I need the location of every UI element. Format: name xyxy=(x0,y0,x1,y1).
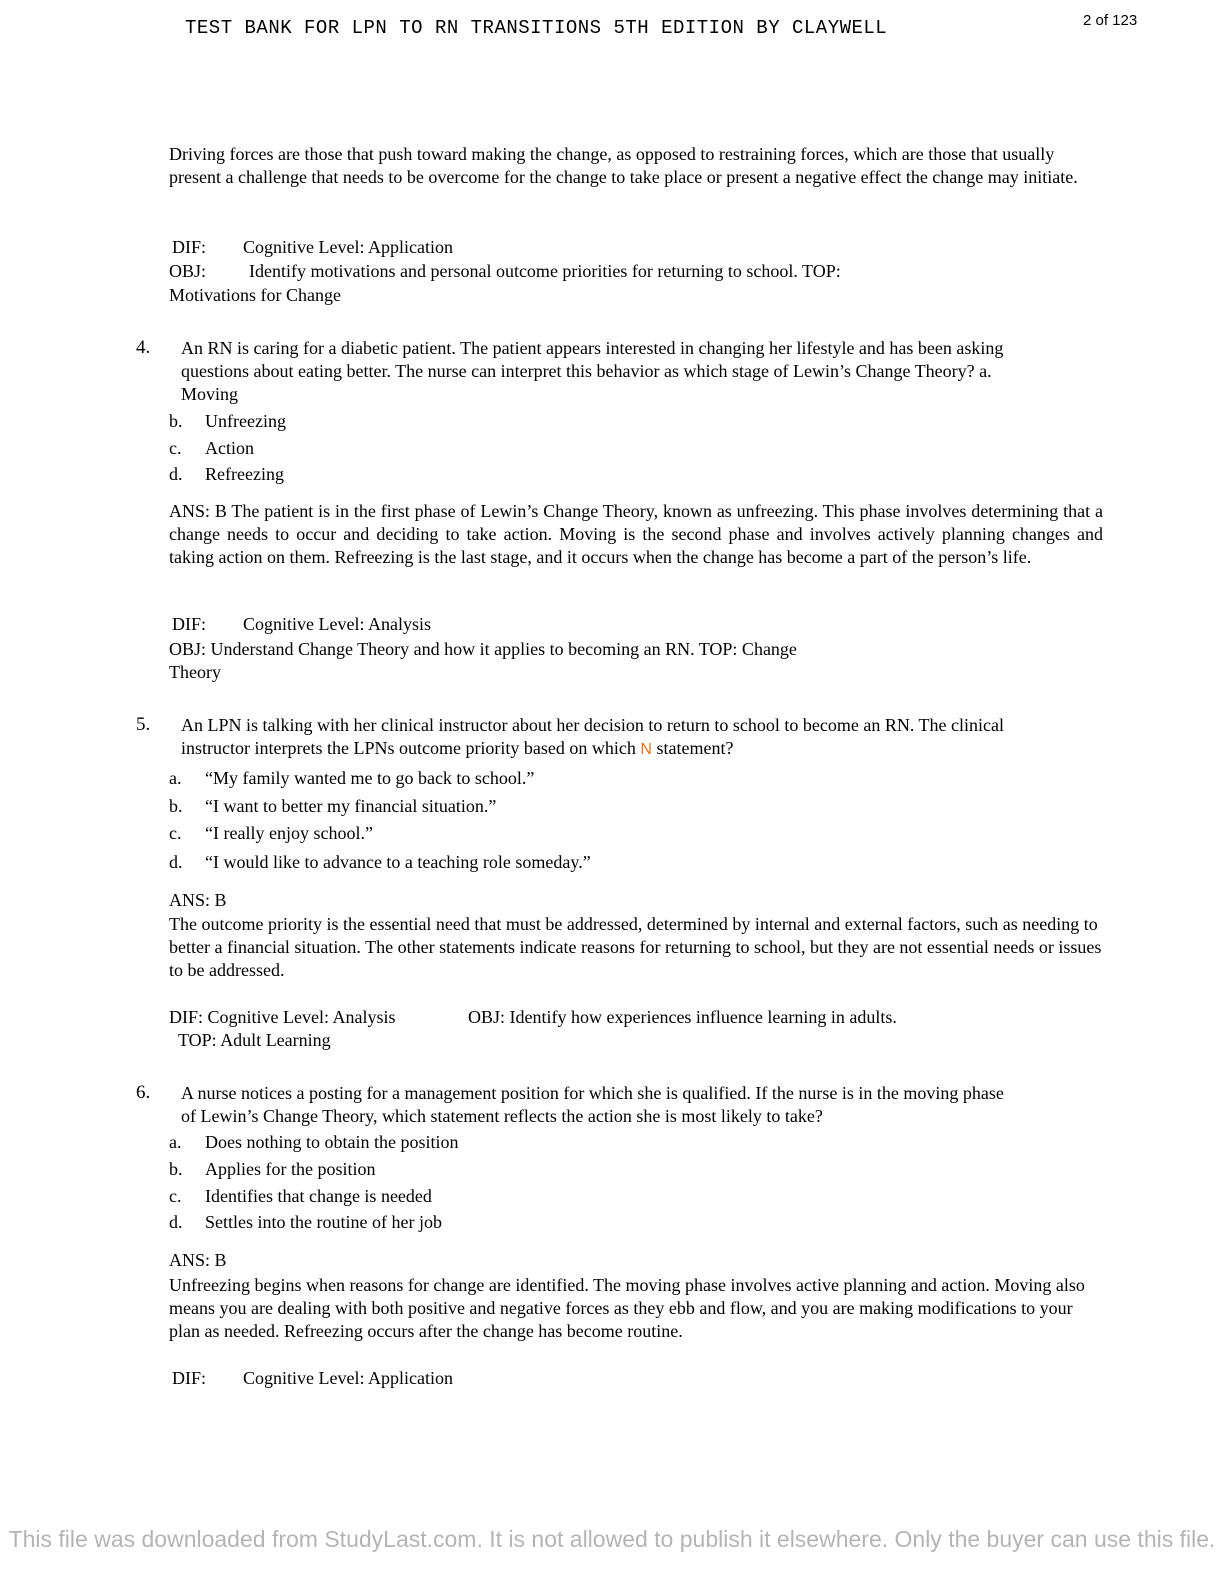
question-4-stem-line-1: An RN is caring for a diabetic patient. The patient appears interested in changing her lifestyle and has been asking xyxy=(181,338,1004,358)
question-6-option-b-text: Applies for the position xyxy=(205,1159,376,1179)
question-6-dif-value: Cognitive Level: Application xyxy=(243,1368,453,1388)
question-6-answer-label: ANS: B xyxy=(169,1250,227,1270)
question-5-option-d-letter: d. xyxy=(169,852,183,872)
question-5-stem-marker: N xyxy=(640,741,652,758)
intro-top-value: Motivations for Change xyxy=(169,285,341,305)
question-4-option-d-text: Refreezing xyxy=(205,464,284,484)
question-5-number: 5. xyxy=(136,714,151,735)
question-5-option-c-text: “I really enjoy school.” xyxy=(205,823,373,843)
question-6-option-c-text: Identifies that change is needed xyxy=(205,1186,432,1206)
question-6-option-a-letter: a. xyxy=(169,1132,182,1152)
question-6-stem-line-2: of Lewin’s Change Theory, which statement reflects the action she is most likely to take? xyxy=(181,1106,823,1126)
question-5-answer-label: ANS: B xyxy=(169,890,227,910)
question-5-dif: DIF: Cognitive Level: Analysis xyxy=(169,1007,396,1027)
question-5-option-c-letter: c. xyxy=(169,823,182,843)
question-5-option-a-letter: a. xyxy=(169,768,182,788)
question-4-answer: ANS: B The patient is in the first phase of Lewin’s Change Theory, known as unfreezing. This phase involves determining that a change needs to occur and deciding to take action. Moving is the second phase and involves actively planning changes and taking action on them. Refreezing is the last stage, and it occurs when the change has become a part of the person’s life. xyxy=(169,501,1103,567)
question-4-dif-label: DIF: xyxy=(172,614,207,634)
question-6-option-d-text: Settles into the routine of her job xyxy=(205,1212,442,1232)
question-4-stem-line-2: questions about eating better. The nurse can interpret this behavior as which stage of Lewin’s Change Theory? a. xyxy=(181,361,992,381)
question-4-option-c-letter: c. xyxy=(169,438,182,458)
question-6-option-d-letter: d. xyxy=(169,1212,183,1232)
intro-rationale: Driving forces are those that push toward making the change, as opposed to restraining forces, which are those that usually present a challenge that needs to be overcome for the change to take place or present a negative effect the change may initiate. xyxy=(169,144,1078,187)
question-5-stem-line-2-pre: instructor interprets the LPNs outcome priority based on which xyxy=(181,738,636,758)
intro-dif-label: DIF: xyxy=(172,237,207,257)
question-4-number: 4. xyxy=(136,337,151,358)
question-6-option-b-letter: b. xyxy=(169,1159,183,1179)
document-header-title: TEST BANK FOR LPN TO RN TRANSITIONS 5TH EDITION BY CLAYWELL xyxy=(185,17,888,39)
intro-dif-value: Cognitive Level: Application xyxy=(243,237,453,257)
question-5-top: TOP: Adult Learning xyxy=(178,1030,331,1050)
question-5-rationale: The outcome priority is the essential need that must be addressed, determined by internal and external factors, such as needing to better a financial situation. The other statements indicate reasons for returning to school, but they are not essential needs or issues to be addressed. xyxy=(169,914,1102,980)
question-5-option-b-letter: b. xyxy=(169,796,183,816)
question-6-option-a-text: Does nothing to obtain the position xyxy=(205,1132,459,1152)
question-5-stem-line-2 xyxy=(181,737,733,761)
question-4-option-b-text: Unfreezing xyxy=(205,411,286,431)
question-5-option-b-text: “I want to better my financial situation.” xyxy=(205,796,497,816)
question-5-stem-line-1: An LPN is talking with her clinical instructor about her decision to return to school to become an RN. The clinical xyxy=(181,715,1004,735)
question-4-option-b-letter: b. xyxy=(169,411,183,431)
intro-obj-label: OBJ: xyxy=(169,261,207,281)
question-6-number: 6. xyxy=(136,1082,151,1103)
question-5-stem-line-2-post: statement? xyxy=(656,738,734,758)
question-4-top: Theory xyxy=(169,662,221,682)
question-6-dif-label: DIF: xyxy=(172,1368,207,1388)
question-4-stem-line-3: Moving xyxy=(181,384,239,404)
question-6-rationale: Unfreezing begins when reasons for change are identified. The moving phase involves active planning and action. Moving also means you are dealing with both positive and negative forces as they ebb and flow, and you are making modifications to your plan as needed. Refreezing occurs after the change has become routine. xyxy=(169,1275,1085,1341)
question-4-option-d-letter: d. xyxy=(169,464,183,484)
question-6-option-c-letter: c. xyxy=(169,1186,182,1206)
question-4-option-c-text: Action xyxy=(205,438,254,458)
question-5-option-d-text: “I would like to advance to a teaching role someday.” xyxy=(205,852,591,872)
intro-obj-value: Identify motivations and personal outcome priorities for returning to school. TOP: xyxy=(249,261,841,281)
question-5-obj: OBJ: Identify how experiences influence learning in adults. xyxy=(468,1007,897,1027)
question-6-stem-line-1: A nurse notices a posting for a management position for which she is qualified. If the nurse is in the moving phase xyxy=(181,1083,1004,1103)
download-notice-footer: This file was downloaded from StudyLast.com. It is not allowed to publish it elsewhere. Only the buyer can use this file. xyxy=(8,1526,1216,1552)
page-count: 2 of 123 xyxy=(1083,12,1138,29)
question-5-option-a-text: “My family wanted me to go back to school.” xyxy=(205,768,535,788)
question-4-obj: OBJ: Understand Change Theory and how it applies to becoming an RN. TOP: Change xyxy=(169,639,797,659)
question-4-dif-value: Cognitive Level: Analysis xyxy=(243,614,431,634)
